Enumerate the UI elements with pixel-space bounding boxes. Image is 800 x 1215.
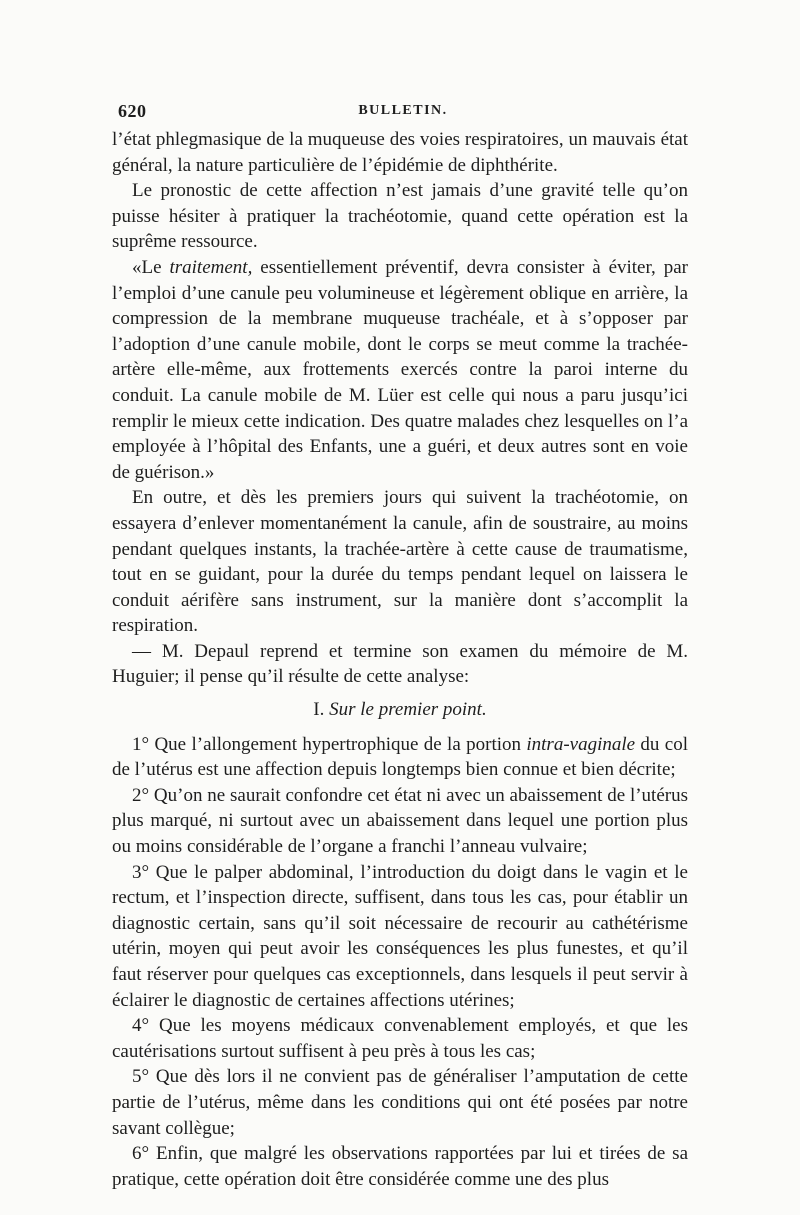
- point-5: 5° Que dès lors il ne convient pas de généraliser l’amputation de cette partie de l’utérus, même dans les conditions qui ont été posées par notre savant collègue;: [112, 1066, 688, 1139]
- section-heading: [112, 697, 688, 723]
- page-number: 620: [118, 101, 147, 121]
- paragraph-treatment: [112, 255, 688, 485]
- paragraph-treatment-lead: «Le: [132, 256, 170, 278]
- paragraph-canula-removal: En outre, et dès les premiers jours qui suivent la trachéotomie, on essayera d’enlever momentanément la canule, afin de soustraire, au moins pendant quelques instants, la trachée-artère à cette cause de traumatisme, tout en se guidant, pour la durée du temps pendant lequel on laissera le conduit aérifère sans instrument, sur la manière dont s’accomplit la respiration.: [112, 487, 688, 637]
- body-text: [112, 127, 688, 1192]
- page-header: [118, 101, 688, 125]
- point-1-lead: 1° Que l’allongement hypertrophique de la portion: [132, 733, 527, 755]
- section-numeral: I.: [313, 699, 325, 721]
- point-3: 3° Que le palper abdominal, l’introduction du doigt dans le vagin et le rectum, et l’inspection directe, suffisent, dans tous les cas, pour établir un diagnostic certain, sans qu’il soit nécessaire de recourir au cathétérisme utérin, moyen qui peut avoir les conséquences les plus funestes, et qu’il faut réserver pour quelques cas exceptionnels, dans lesquels il peut servir à éclairer le diagnostic de certaines affections utérines;: [112, 861, 688, 1011]
- paragraph-depaul: — M. Depaul reprend et termine son examen du mémoire de M. Huguier; il pense qu’il résulte de cette analyse:: [112, 640, 688, 688]
- point-4: 4° Que les moyens médicaux convenablement employés, et que les cautérisations surtout suffisent à peu près à tous les cas;: [112, 1015, 688, 1062]
- running-title: BULLETIN.: [358, 103, 448, 118]
- section-title: Sur le premier point.: [329, 699, 487, 721]
- point-1: [112, 732, 688, 783]
- point-1-body: du col de l’utérus est une affection depuis longtemps bien connue et bien décrite;: [112, 733, 688, 781]
- point-1-emphasis: intra-vaginale: [526, 733, 636, 755]
- paragraph-prognosis: Le pronostic de cette affection n’est jamais d’une gravité telle qu’on puisse hésiter à pratiquer la trachéotomie, quand cette opération est la suprême ressource.: [112, 180, 688, 253]
- point-6: 6° Enfin, que malgré les observations rapportées par lui et tirées de sa pratique, cette opération doit être considérée comme une des plus: [112, 1143, 688, 1190]
- paragraph-treatment-emphasis: traitement,: [169, 256, 253, 278]
- paragraph-treatment-body: essentiellement préventif, devra consister à éviter, par l’emploi d’une canule peu volumineuse et légèrement oblique en arrière, la compression de la membrane muqueuse trachéale, et à s’opposer par l’adoption d’une canule mobile, dont le corps se meut comme la trachée-artère elle-même, aux frottements exercés contre la paroi interne du conduit. La canule mobile de M. Lüer est celle qui nous a paru jusqu’ici remplir le mieux cette indication. Des quatre malades chez lesquelles on l’a employée à l’hôpital des Enfants, une a guéri, et deux autres sont en voie de guérison.»: [112, 256, 688, 483]
- paragraph-continuation: l’état phlegmasique de la muqueuse des voies respiratoires, un mauvais état général, la nature particulière de l’épidémie de diphthérite.: [112, 129, 688, 176]
- point-2: 2° Qu’on ne saurait confondre cet état ni avec un abaissement de l’utérus plus marqué, ni surtout avec un abaissement dans lequel une portion plus ou moins considérable de l’organe a franchi l’anneau vulvaire;: [112, 784, 688, 858]
